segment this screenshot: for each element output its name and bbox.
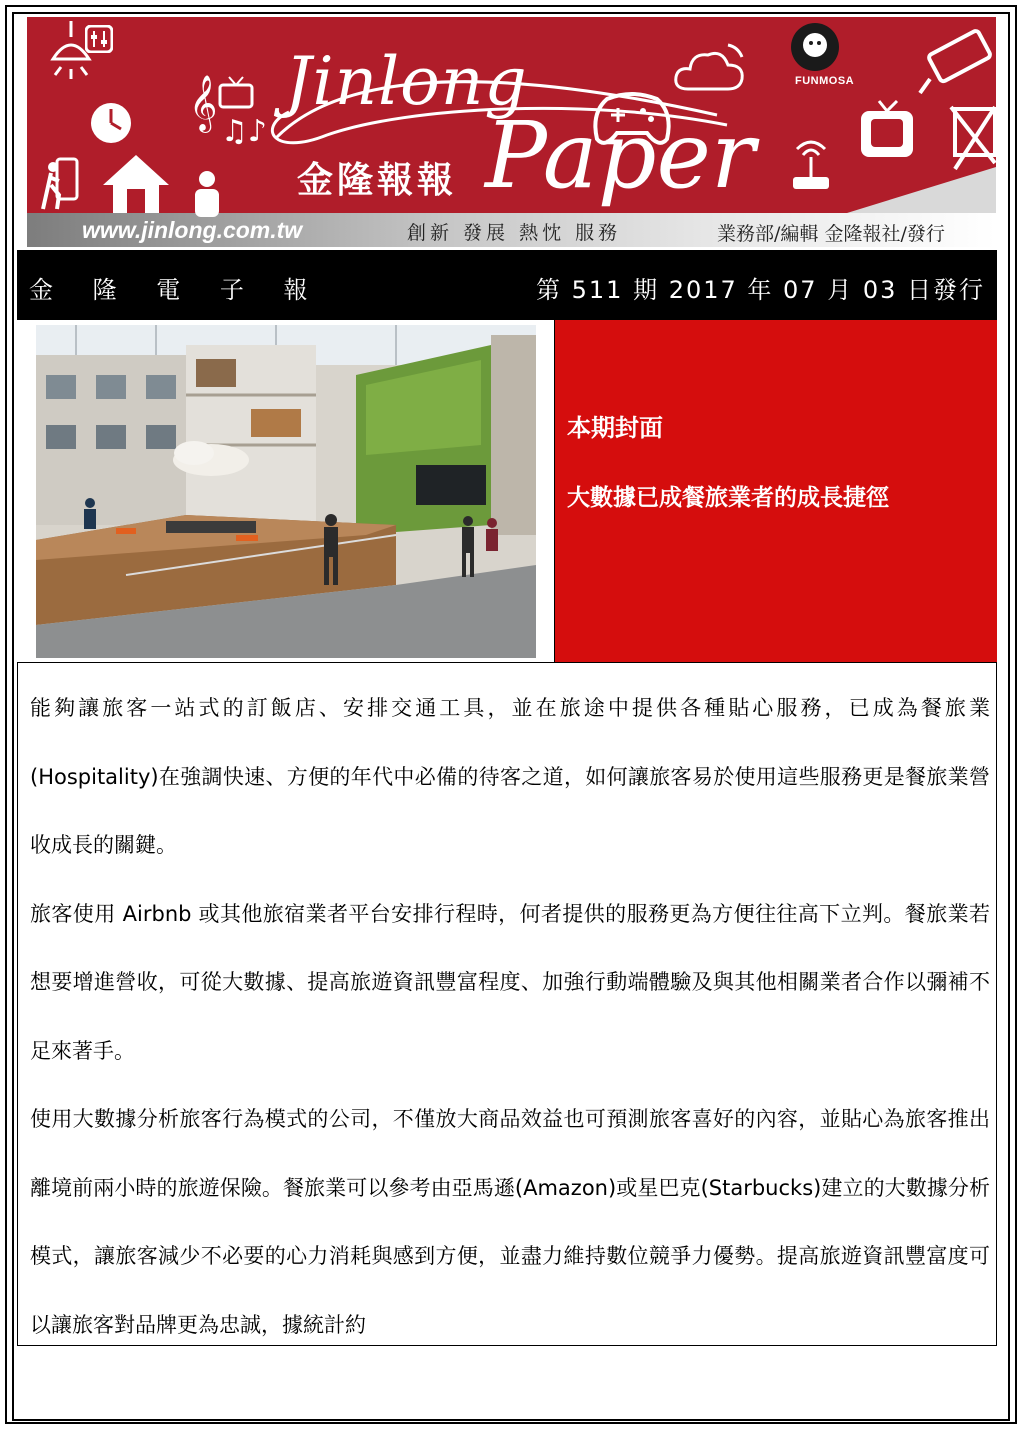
article-paragraph: 旅客使用 Airbnb 或其他旅宿業者平台安排行程時，何者提供的服務更為方便往往高下立判。餐旅業若想要增進營收，可從大數據、提高旅遊資訊豐富程度、加強行動端體驗及與其他相關業者合作以彌補不足來著手。: [30, 901, 990, 1063]
article-text: [30, 674, 990, 1359]
issue-info: 第 511 期 2017 年 07 月 03 日發行: [536, 276, 985, 304]
cover-story-title[interactable]: 大數據已成餐旅業者的成長捷徑: [567, 485, 889, 511]
smartphone-icon: [55, 157, 79, 201]
office-atrium-photo: [36, 325, 536, 658]
article-paragraph: 使用大數據分析旅客行為模式的公司，不僅放大商品效益也可預測旅客喜好的內容，並貼心為旅客推出離境前兩小時的旅遊保險。餐旅業可以參考由亞馬遜(Amazon)或星巴克(Starbucks)建立的大數據分析模式，讓旅客減少不必要的心力消耗與感到方便，並盡力維持數位競爭力優勢。提高旅遊資訊豐富度可以讓旅客對品牌更為忠誠，據統計約: [30, 1107, 990, 1337]
mixer-icon: [85, 25, 113, 53]
website-link[interactable]: www.jinlong.com.tw: [82, 217, 303, 243]
brand-jinlong: Jinlong: [285, 43, 528, 120]
cloud-icon: [672, 37, 752, 97]
wifi-router-icon: [787, 135, 835, 195]
svg-text:♫♪: ♫♪: [221, 114, 267, 149]
article-paragraph: 能夠讓旅客一站式的訂飯店、安排交通工具，並在旅途中提供各種貼心服務，已成為餐旅業(Hospitality)在強調快速、方便的年代中必備的待客之道，如何讓旅客易於使用這些服務更是餐旅業營收成長的關鍵。: [30, 696, 990, 857]
cover-heading: 本期封面: [567, 414, 663, 442]
svg-text:𝄞: 𝄞: [189, 75, 218, 131]
tv-icon-2: [857, 97, 917, 161]
publisher-credit: 業務部/編輯 金隆報社/發行: [717, 223, 945, 245]
cover-caption-panel: [555, 320, 997, 662]
brand-paper: Paper: [485, 102, 755, 209]
funmosa-logo-text: FUNMOSA: [795, 75, 855, 87]
tv-icon: [217, 75, 255, 111]
camera-icon: [912, 27, 996, 97]
article-body: [17, 662, 997, 1346]
no-signal-icon: [947, 103, 996, 183]
funmosa-logo-icon: [785, 21, 845, 77]
guard-icon: [187, 167, 227, 219]
newsletter-name: 金 隆 電 子 報: [29, 276, 324, 304]
house-icon: [101, 153, 171, 215]
masthead-banner: [27, 17, 996, 247]
motto: 創新 發展 熱忱 服務: [407, 222, 622, 244]
brand-chinese: 金隆報報: [297, 159, 458, 201]
issue-bar: [17, 250, 997, 320]
clock-icon: [87, 99, 135, 147]
cover-section: [17, 320, 997, 663]
